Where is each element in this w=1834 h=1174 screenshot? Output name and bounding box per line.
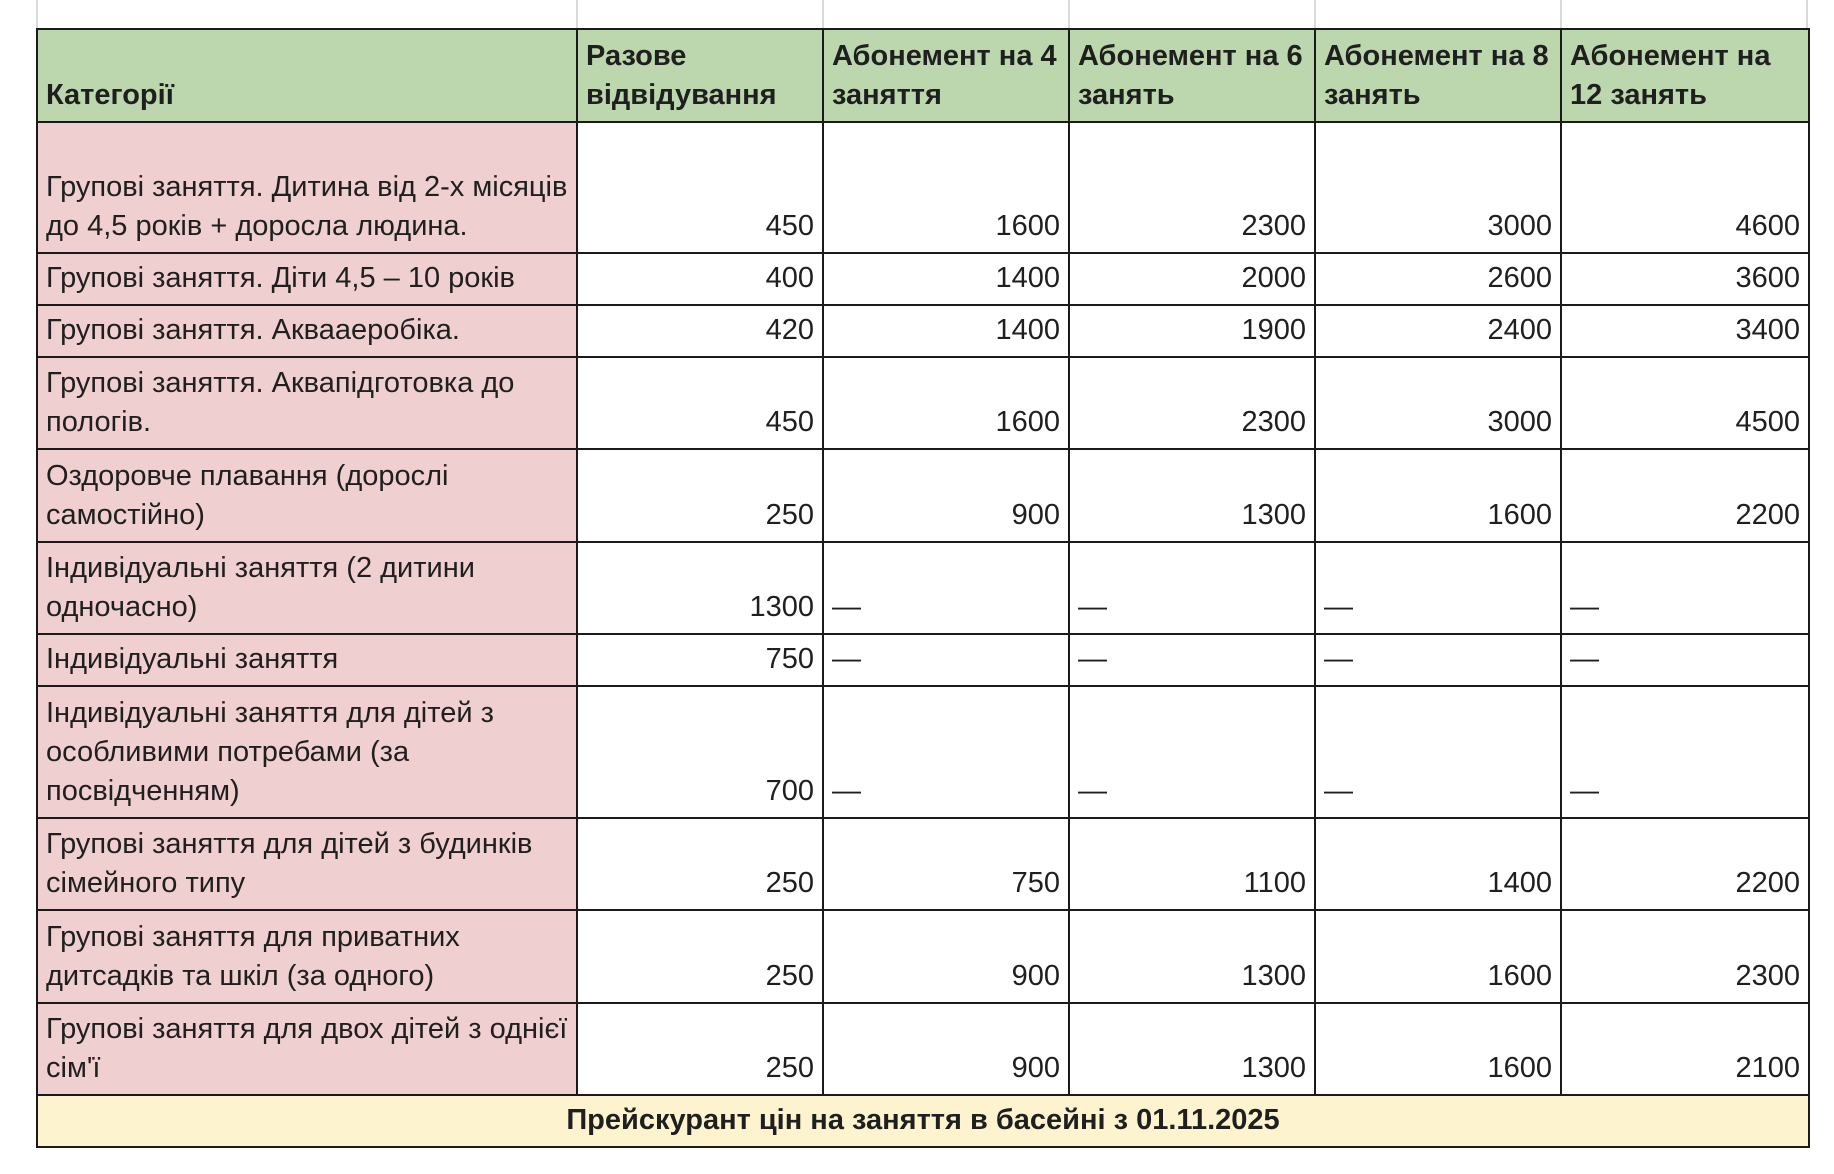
sub12-cell[interactable]: 4500: [1561, 357, 1809, 449]
sub6-cell[interactable]: —: [1069, 542, 1315, 634]
category-cell[interactable]: Групові заняття. Діти 4,5 – 10 років: [37, 253, 577, 305]
table-row: [37, 634, 1809, 686]
gridline: [576, 0, 578, 28]
single-visit-cell[interactable]: 450: [577, 122, 823, 253]
sub6-cell[interactable]: 1300: [1069, 910, 1315, 1003]
category-cell[interactable]: Індивідуальні заняття: [37, 634, 577, 686]
price-table: [36, 28, 1810, 1148]
table-row: [37, 449, 1809, 542]
header-subscription-12[interactable]: Абонемент на 12 занять: [1561, 29, 1809, 122]
single-visit-cell[interactable]: 250: [577, 1003, 823, 1095]
sub8-cell[interactable]: 1600: [1315, 449, 1561, 542]
category-cell[interactable]: Групові заняття. Дитина від 2-х місяців до 4,5 років + доросла людина.: [37, 122, 577, 253]
sub4-cell[interactable]: 750: [823, 818, 1069, 910]
gridline: [1806, 0, 1808, 28]
sub8-cell[interactable]: 3000: [1315, 122, 1561, 253]
table-row: [37, 357, 1809, 449]
gridline: [822, 0, 824, 28]
category-cell[interactable]: Індивідуальні заняття (2 дитини одночасно): [37, 542, 577, 634]
table-row: [37, 542, 1809, 634]
table-row: [37, 818, 1809, 910]
header-row: [37, 29, 1809, 122]
header-single-visit[interactable]: Разове відвідування: [577, 29, 823, 122]
sub12-cell[interactable]: —: [1561, 686, 1809, 818]
sub8-cell[interactable]: 1600: [1315, 1003, 1561, 1095]
sub6-cell[interactable]: —: [1069, 634, 1315, 686]
sub6-cell[interactable]: —: [1069, 686, 1315, 818]
sub8-cell[interactable]: 3000: [1315, 357, 1561, 449]
single-visit-cell[interactable]: 250: [577, 910, 823, 1003]
sub4-cell[interactable]: —: [823, 634, 1069, 686]
sub12-cell[interactable]: 2300: [1561, 910, 1809, 1003]
sub6-cell[interactable]: 1300: [1069, 1003, 1315, 1095]
footer-row: [37, 1095, 1809, 1147]
header-subscription-6[interactable]: Абонемент на 6 занять: [1069, 29, 1315, 122]
header-category[interactable]: Категорії: [37, 29, 577, 122]
single-visit-cell[interactable]: 1300: [577, 542, 823, 634]
sub4-cell[interactable]: 1400: [823, 253, 1069, 305]
table-row: [37, 686, 1809, 818]
sub8-cell[interactable]: 2400: [1315, 305, 1561, 357]
single-visit-cell[interactable]: 420: [577, 305, 823, 357]
sub6-cell[interactable]: 2300: [1069, 357, 1315, 449]
sub12-cell[interactable]: —: [1561, 542, 1809, 634]
sub6-cell[interactable]: 2000: [1069, 253, 1315, 305]
sub12-cell[interactable]: 2200: [1561, 818, 1809, 910]
sub4-cell[interactable]: 1600: [823, 122, 1069, 253]
table-row: [37, 910, 1809, 1003]
sub8-cell[interactable]: —: [1315, 542, 1561, 634]
sub12-cell[interactable]: 2200: [1561, 449, 1809, 542]
table-row: [37, 122, 1809, 253]
category-cell[interactable]: Групові заняття для дітей з будинків сімейного типу: [37, 818, 577, 910]
category-cell[interactable]: Групові заняття. Аквааеробіка.: [37, 305, 577, 357]
single-visit-cell[interactable]: 450: [577, 357, 823, 449]
sub4-cell[interactable]: —: [823, 542, 1069, 634]
single-visit-cell[interactable]: 750: [577, 634, 823, 686]
sub4-cell[interactable]: 900: [823, 449, 1069, 542]
sub4-cell[interactable]: 1400: [823, 305, 1069, 357]
sub4-cell[interactable]: —: [823, 686, 1069, 818]
sub8-cell[interactable]: —: [1315, 686, 1561, 818]
sub8-cell[interactable]: 2600: [1315, 253, 1561, 305]
sub8-cell[interactable]: 1400: [1315, 818, 1561, 910]
sub8-cell[interactable]: —: [1315, 634, 1561, 686]
sub12-cell[interactable]: 3600: [1561, 253, 1809, 305]
sub4-cell[interactable]: 1600: [823, 357, 1069, 449]
gridline: [1068, 0, 1070, 28]
category-cell[interactable]: Групові заняття. Аквапідготовка до пологів.: [37, 357, 577, 449]
single-visit-cell[interactable]: 400: [577, 253, 823, 305]
category-cell[interactable]: Індивідуальні заняття для дітей з особливими потребами (за посвідченням): [37, 686, 577, 818]
sub8-cell[interactable]: 1600: [1315, 910, 1561, 1003]
sub6-cell[interactable]: 2300: [1069, 122, 1315, 253]
single-visit-cell[interactable]: 700: [577, 686, 823, 818]
price-list-caption[interactable]: Прейскурант цін на заняття в басейні з 01.11.2025: [37, 1095, 1809, 1147]
sub4-cell[interactable]: 900: [823, 1003, 1069, 1095]
gridline: [1314, 0, 1316, 28]
single-visit-cell[interactable]: 250: [577, 818, 823, 910]
header-subscription-4[interactable]: Абонемент на 4 заняття: [823, 29, 1069, 122]
header-subscription-8[interactable]: Абонемент на 8 занять: [1315, 29, 1561, 122]
sub6-cell[interactable]: 1100: [1069, 818, 1315, 910]
sub6-cell[interactable]: 1300: [1069, 449, 1315, 542]
sub6-cell[interactable]: 1900: [1069, 305, 1315, 357]
sub12-cell[interactable]: 2100: [1561, 1003, 1809, 1095]
sheet-top-strip: [36, 0, 1808, 28]
sub4-cell[interactable]: 900: [823, 910, 1069, 1003]
gridline: [1560, 0, 1562, 28]
category-cell[interactable]: Оздоровче плавання (дорослі самостійно): [37, 449, 577, 542]
sub12-cell[interactable]: 4600: [1561, 122, 1809, 253]
category-cell[interactable]: Групові заняття для приватних дитсадків та шкіл (за одного): [37, 910, 577, 1003]
sub12-cell[interactable]: —: [1561, 634, 1809, 686]
table-row: [37, 305, 1809, 357]
single-visit-cell[interactable]: 250: [577, 449, 823, 542]
table-row: [37, 1003, 1809, 1095]
table-row: [37, 253, 1809, 305]
category-cell[interactable]: Групові заняття для двох дітей з однієї сім'ї: [37, 1003, 577, 1095]
sub12-cell[interactable]: 3400: [1561, 305, 1809, 357]
